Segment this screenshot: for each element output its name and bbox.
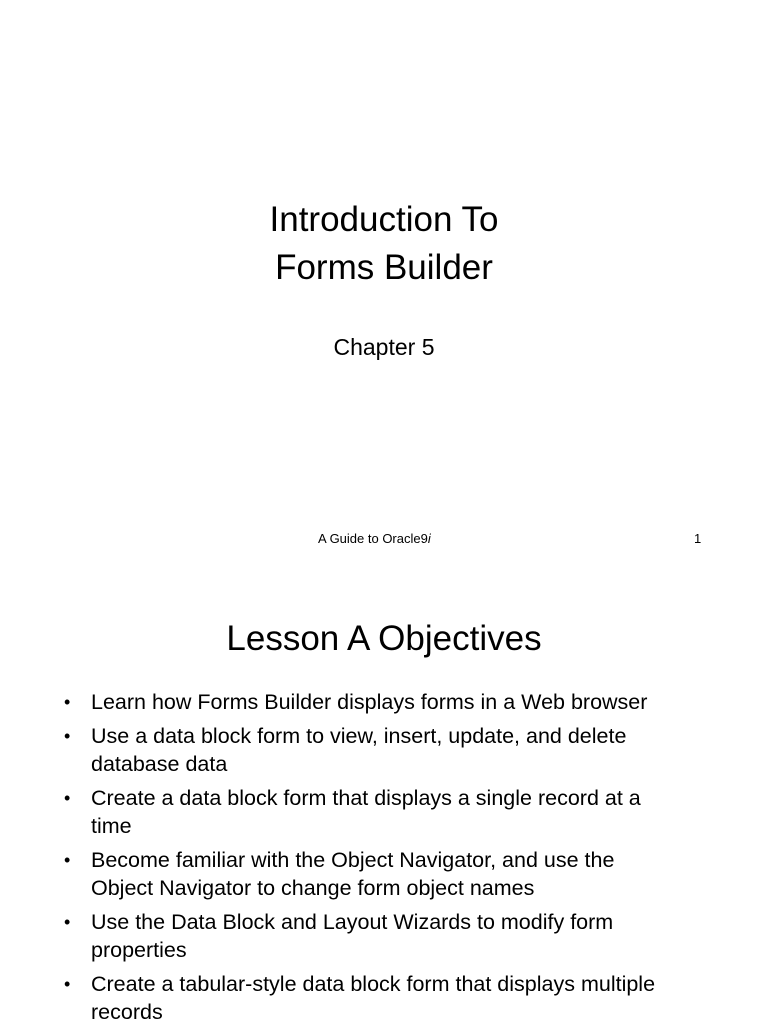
objective-line-1: Use a data block form to view, insert, update, and delete xyxy=(91,724,627,748)
objective-item xyxy=(62,846,742,902)
objective-item xyxy=(62,908,742,964)
page-number: 1 xyxy=(694,531,702,546)
bullet-icon: • xyxy=(64,726,71,746)
objective-item xyxy=(62,784,742,840)
objective-item xyxy=(62,722,742,778)
objective-line-2: properties xyxy=(91,938,187,962)
objective-line-2: records xyxy=(91,1000,163,1024)
footer-text: A Guide to Oracle9 xyxy=(318,531,428,546)
objective-line-1: Become familiar with the Object Navigator, and use the xyxy=(91,848,615,872)
objective-item xyxy=(62,688,742,716)
bullet-icon: • xyxy=(64,850,71,870)
objective-line-1: Create a data block form that displays a single record at a xyxy=(91,786,641,810)
bullet-icon: • xyxy=(64,974,71,994)
objective-item xyxy=(62,970,742,1024)
objectives-list xyxy=(62,688,742,1024)
objective-line-1: Use the Data Block and Layout Wizards to modify form xyxy=(91,910,614,934)
objective-line-2: database data xyxy=(91,752,228,776)
slide-footer xyxy=(318,530,431,548)
objective-line-2: Object Navigator to change form object names xyxy=(91,876,535,900)
title-line-1: Introduction To xyxy=(269,200,499,239)
objectives-slide xyxy=(0,576,768,1024)
objective-line-1: Learn how Forms Builder displays forms in a Web browser xyxy=(91,690,648,714)
bullet-icon: • xyxy=(64,912,71,932)
bullet-icon: • xyxy=(64,788,71,808)
lesson-title: Lesson A Objectives xyxy=(226,619,542,658)
slide-title xyxy=(0,196,768,292)
bullet-icon: • xyxy=(64,692,71,712)
objective-line-2: time xyxy=(91,814,132,838)
chapter-subtitle: Chapter 5 xyxy=(333,334,435,360)
title-line-2: Forms Builder xyxy=(275,248,493,287)
footer-italic: i xyxy=(427,531,431,546)
objective-line-1: Create a tabular-style data block form that displays multiple xyxy=(91,972,656,996)
